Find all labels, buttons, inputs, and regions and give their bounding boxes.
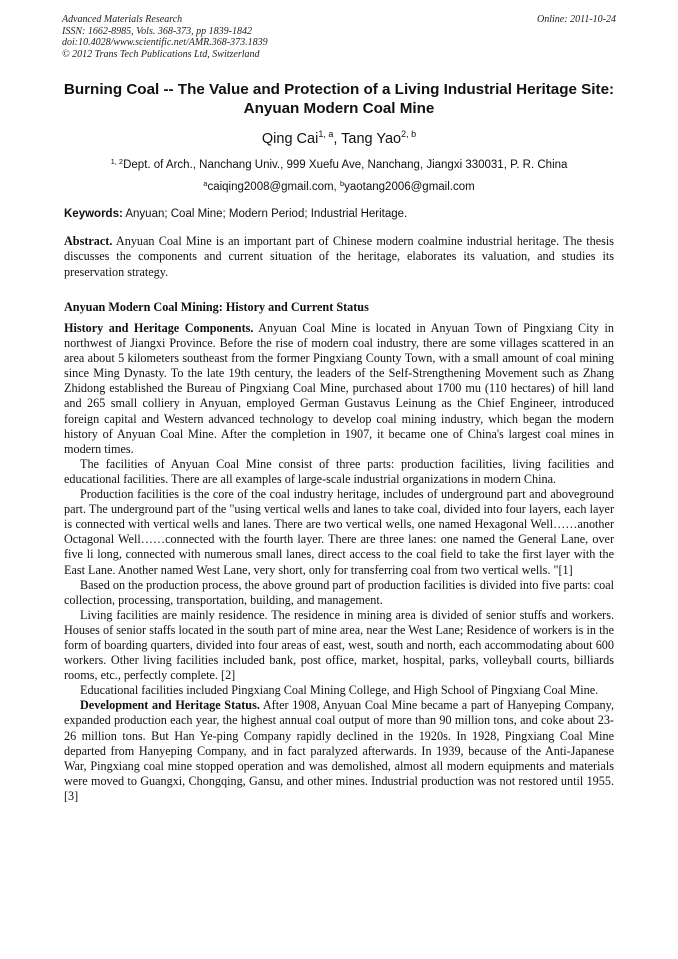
email-b-sup: b	[339, 179, 345, 188]
section-heading: Anyuan Modern Coal Mining: History and Current Status	[64, 300, 369, 314]
author-1-name: Qing Cai	[261, 131, 319, 147]
email-line	[0, 181, 678, 193]
paragraph-development-label: Development and Heritage Status.	[80, 698, 260, 713]
keywords	[64, 208, 616, 220]
copyright-line: © 2012 Trans Tech Publications Ltd, Switzerland	[62, 48, 260, 60]
journal-name: Advanced Materials Research	[62, 14, 183, 25]
affiliation-sup: 1, 2	[110, 157, 124, 166]
author-2-name: Tang Yao	[341, 131, 402, 147]
paragraph-development-text: After 1908, Anyuan Coal Mine became a part of Hanyeping Company, expanded production each year, the highest annual coal output of more than 90 million tons, and coke about 23-26 million tons. But Han Ye-ping Company rapidly declined in the 1920s. In 1928, Pingxiang Coal Mine departed from Hanyeping Company, and in fact paralyzed afterwards. In 1939, because of the Anti-Japanese War, Pingxiang coal mine stopped operation and was demolished, almost all modern equipments and materials were moved to Guangxi, Chongqing, Gansu, and other mines. Industrial production was not restored until 1955. [3]	[64, 698, 615, 803]
affiliation	[0, 159, 678, 171]
journal-header	[62, 14, 616, 60]
paragraph-facilities: The facilities of Anyuan Coal Mine consist of three parts: production facilities, living facilities and educational facilities. There are all examples of large-scale industrial organizations in modern China.	[64, 456, 614, 486]
keywords-text: Anyuan; Coal Mine; Modern Period; Industrial Heritage.	[125, 208, 408, 220]
paragraph-history-label: History and Heritage Components.	[64, 321, 254, 335]
paper-title: Burning Coal -- The Value and Protection of a Living Industrial Heritage Site: Anyuan Modern Coal Mine	[63, 81, 615, 117]
abstract-label: Abstract.	[64, 234, 113, 248]
email-a-sup: a	[203, 179, 208, 188]
paragraph-history	[64, 321, 614, 457]
keywords-label: Keywords:	[64, 208, 123, 220]
paragraph-educational: Educational facilities included Pingxiang Coal Mining College, and High School of Pingxiang Coal Mine.	[80, 683, 599, 698]
abstract-text: Anyuan Coal Mine is an important part of Chinese modern coalmine industrial heritage. The thesis discusses the components and current situation of the heritage, elaborates its valuation, and studies its preservation strategy.	[64, 234, 614, 279]
affiliation-text: Dept. of Arch., Nanchang Univ., 999 Xuefu Ave, Nanchang, Jiangxi 330031, P. R. China	[123, 159, 568, 171]
author-1-sup: 1, a	[318, 129, 334, 139]
paragraph-history-text: Anyuan Coal Mine is located in Anyuan Town of Pingxiang City in northwest of Jiangxi Province. Before the rise of modern coal industry, there are some villages scattered in an area about 5 kilometers southeast from the former Pingxiang County Town, with a small amount of coal mining since Ming Dynasty. To the late 19th century, the leaders of the Self-Strengthening Movement such as Zhang Zhidong established the Bureau of Pingxiang Coal Mine, purchased about 1700 mu (110 hectares) of hill land and 265 small colliery in Anyuan, employed German Gustavus Leinung as the Chief Engineer, introduced foreign capital and Western advanced technology to develop coal mining industry, which began the modern history of Anyuan Coal Mine. After the completion in 1907, it became one of China's largest coal mines in modern times.	[64, 321, 614, 456]
doi-line: doi:10.4028/www.scientific.net/AMR.368-373.1839	[62, 37, 268, 48]
paragraph-aboveground: Based on the production process, the above ground part of production facilities is divided into five parts: coal collection, processing, transportation, building, and management.	[64, 577, 614, 607]
paragraph-development	[64, 698, 614, 804]
author-2-sup: 2, b	[401, 129, 417, 139]
author-line	[0, 131, 678, 147]
online-date: Online: 2011-10-24	[537, 14, 616, 25]
author-separator: ,	[333, 131, 338, 147]
paragraph-living: Living facilities are mainly residence. The residence in mining area is divided of senior stuffs and workers. Houses of senior staffs located in the south part of mine area, near the West Lane; Residence of workers is in the form of boarding quarters, divided into four areas of east, west, south and north, each accommodating about 600 workers. Other living facilities included bank, post office, market, hospital, parks, volleyball courts, billiards rooms, etc., perfectly complete. [2]	[64, 607, 614, 683]
paragraph-production: Production facilities is the core of the coal industry heritage, includes of underground part and aboveground part. The underground part of the "using vertical wells and lanes to take coal, divided into four layers, each layer is connected with vertical wells and lanes. There are two vertical wells, one named Hexagonal Well……another Octagonal Well……connected with the fourth layer. There are three lanes: one named the General Lane, over five li long, connected with numerous small lanes, direct access to the coal field to take the first layer with the East Lane. Another named West Lane, very short, only for transferring coal from two vertical wells. "[1]	[64, 487, 614, 577]
issn-line: ISSN: 1662-8985, Vols. 368-373, pp 1839-1842	[62, 25, 252, 37]
abstract	[64, 234, 614, 280]
body-text	[64, 321, 614, 804]
email-a[interactable]: caiqing2008@gmail.com,	[207, 181, 337, 193]
email-b[interactable]: yaotang2006@gmail.com	[344, 181, 475, 193]
